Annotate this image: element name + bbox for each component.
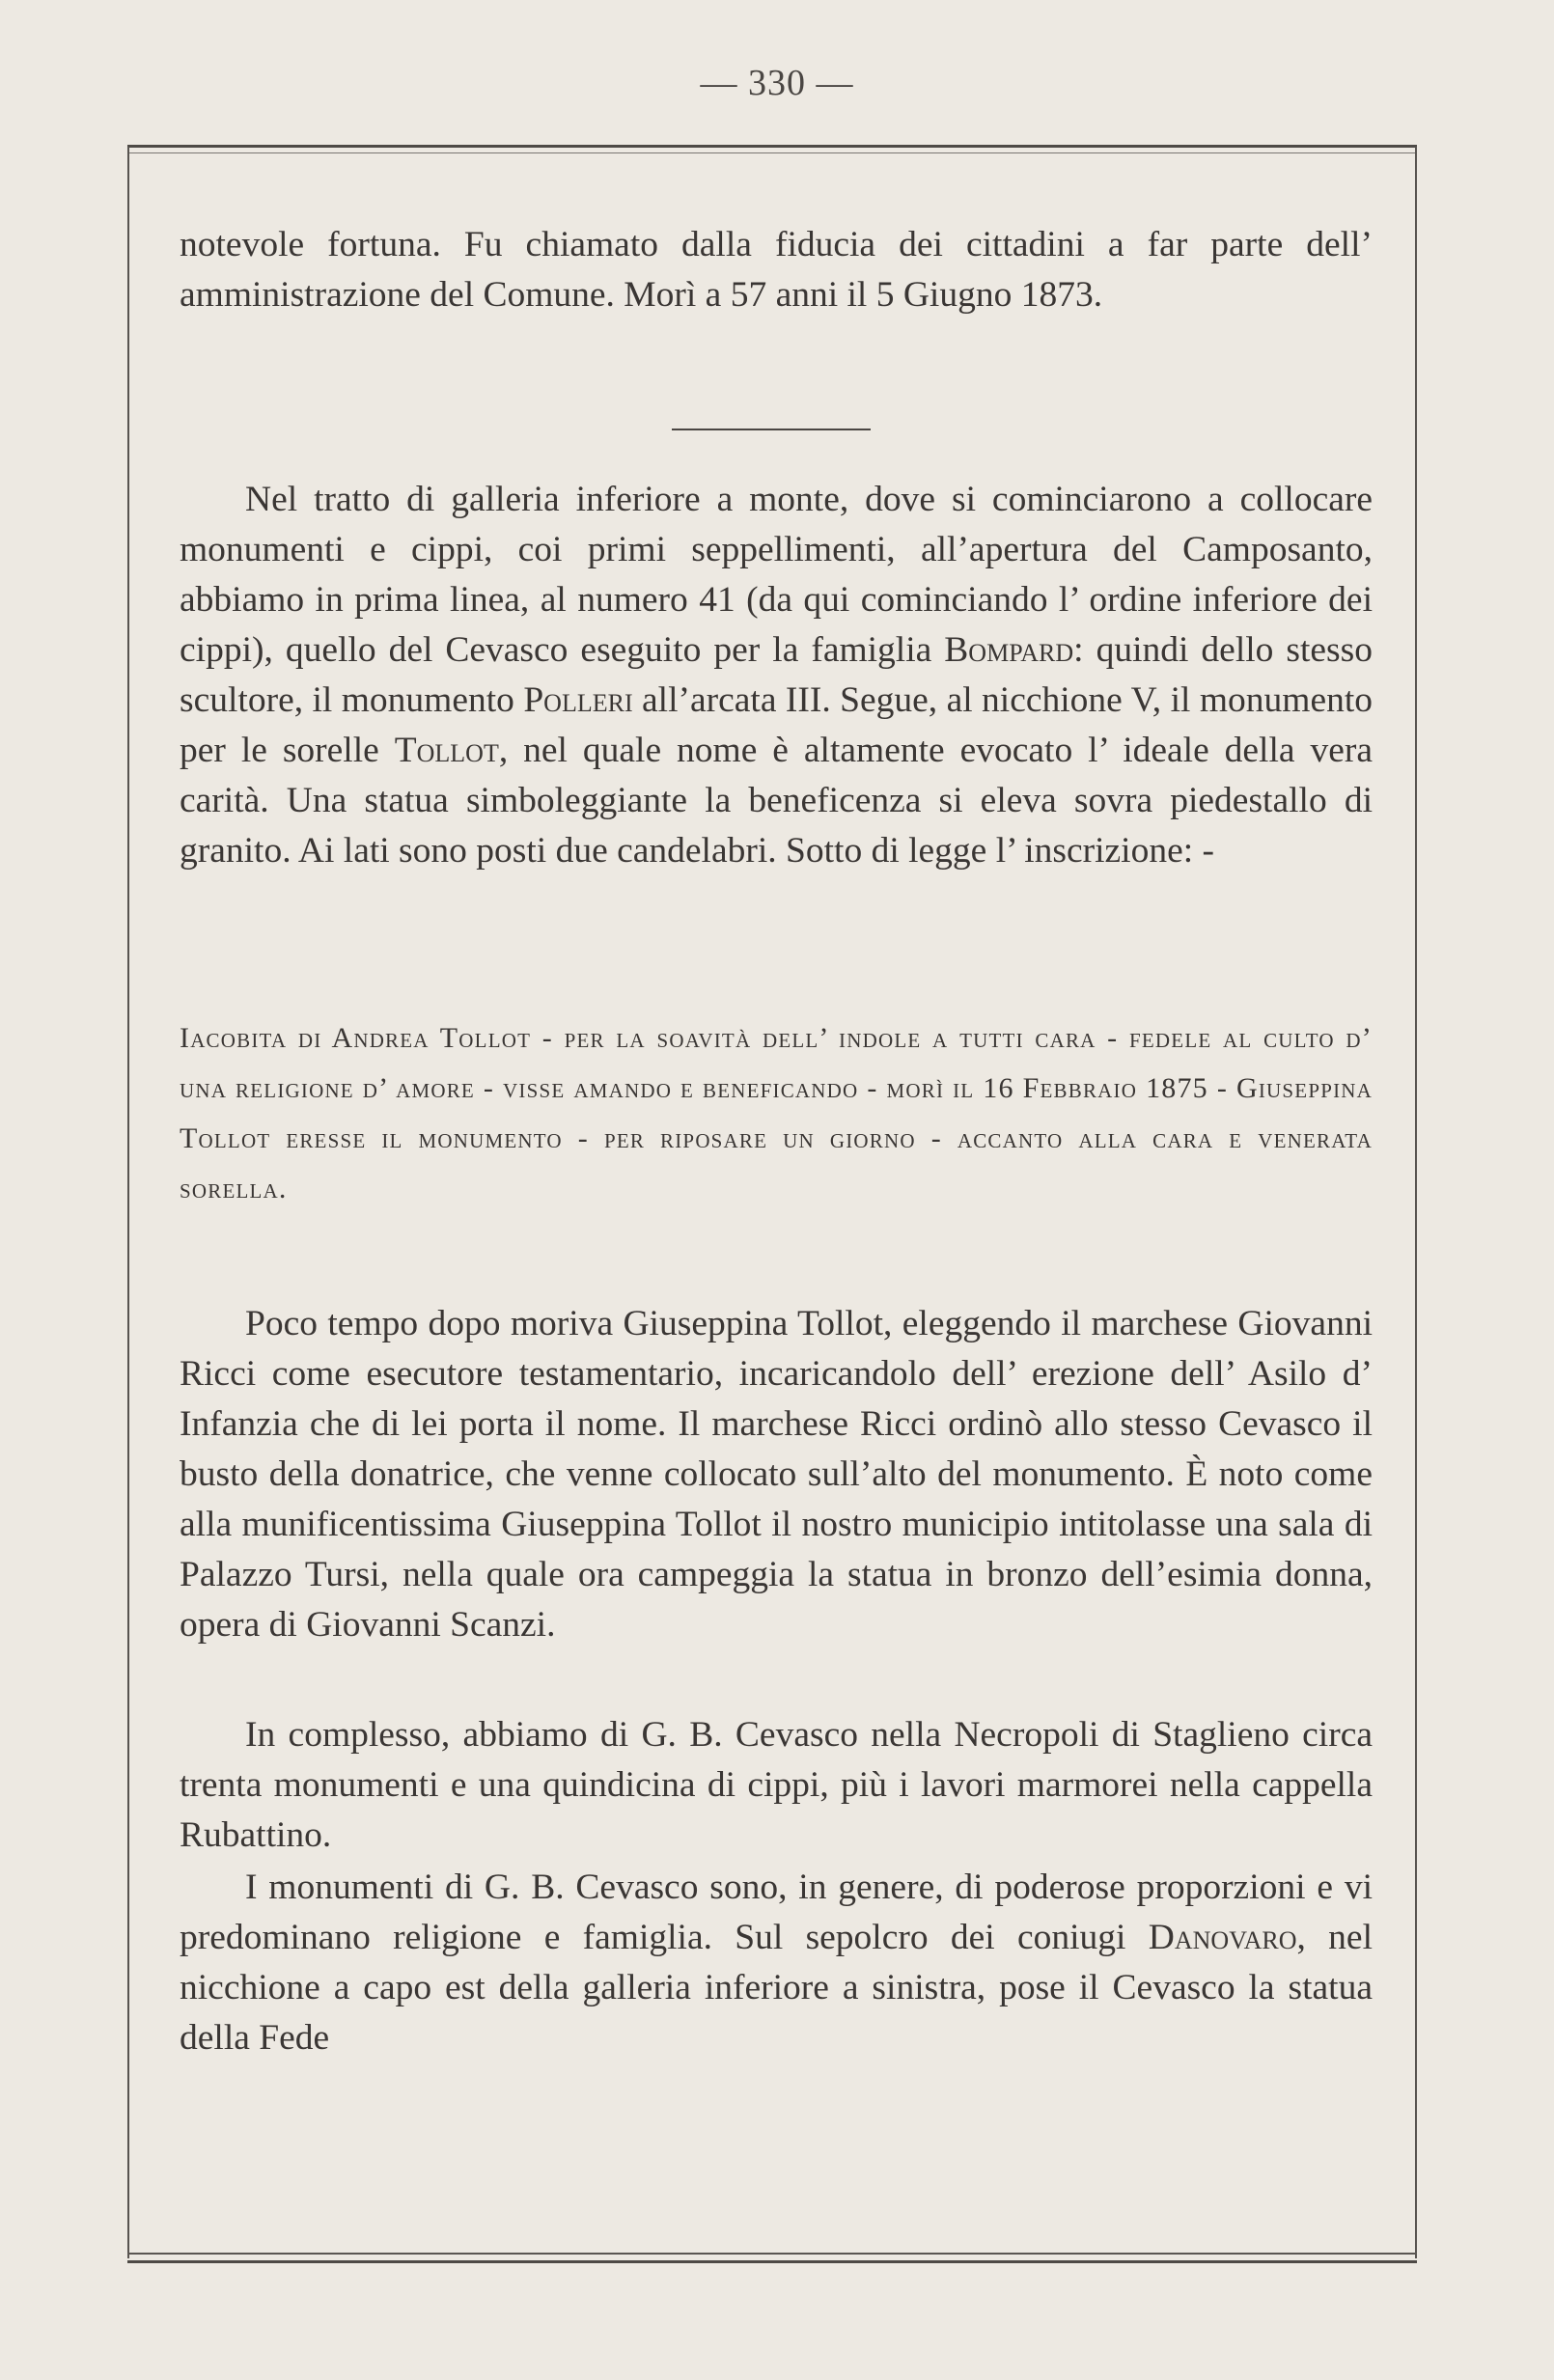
family-name-tollot: Tollot [394, 731, 499, 770]
paragraph-continuation: notevole fortuna. Fu chiamato dalla fiducia dei cittadini a far parte dell’ amministrazione del Comune. Morì a 57 anni il 5 Giugno 1873. [180, 225, 1373, 315]
paragraph-text: , nel nicchione a capo est della galleria inferiore a sinistra, pose il Cevasco la statua della Fede [180, 1918, 1373, 2058]
paragraph-text: : quindi dello stesso scultore, il monumento [180, 630, 1373, 720]
inscription-text: Iacobita di Andrea Tollot - per la soavità dell’ indole a tutti cara - fedele al culto d’ una religione d’ amore - visse amando e beneficando - morì il 16 Febbraio 1875 - Giuseppina Tollot eresse il monumento - per riposare un giorno - accanto alla cara e venerata sorella. [180, 1022, 1373, 1204]
paragraph-text: all’arcata III. Segue, al nicchione V, il monumento per le sorelle [180, 680, 1374, 770]
paragraph-cevasco-monuments [180, 1863, 1373, 2063]
paragraph-text: , nel quale nome è altamente evocato l’ ideale della vera carità. Una statua simboleggiante la beneficenza si eleva sovra piedestallo di granito. Ai lati sono posti due candelabri. Sotto di legge l’ inscrizione: - [180, 731, 1373, 871]
frame-bottom-rule [127, 2260, 1417, 2263]
paragraph-text: Nel tratto di galleria inferiore a monte, dove si cominciarono a collocare monumenti e cippi, coi primi seppellimenti, all’apertura del Camposanto, abbiamo in prima linea, al numero 41 (da qui cominciando l’ ordine inferiore dei cippi), quello del Cevasco eseguito per la famiglia [180, 480, 1373, 670]
page-number: — 330 — [700, 63, 854, 103]
paragraph-tollot-monument [180, 475, 1373, 876]
paragraph-giuseppina-tollot: Poco tempo dopo moriva Giuseppina Tollot, eleggendo il marchese Giovanni Ricci come esecutore testamentario, incaricandolo dell’ erezione dell’ Asilo d’ Infanzia che di lei porta il nome. Il marchese Ricci ordinò allo stesso Cevasco il busto della donatrice, che venne collocato sull’alto del monumento. È noto come alla munificentissima Giuseppina Tollot il nostro municipio intitolasse una sala di Palazzo Tursi, nella quale ora campeggia la statua in bronzo dell’esimia donna, opera di Giovanni Scanzi. [180, 1304, 1373, 1645]
section-divider [672, 429, 871, 430]
paragraph-summary: In complesso, abbiamo di G. B. Cevasco nella Necropoli di Staglieno circa trenta monumenti e una quindicina di cippi, più i lavori marmorei nella cappella Rubattino. [180, 1715, 1373, 1855]
family-name-bompard: Bompard [944, 630, 1074, 670]
family-name-polleri: Polleri [523, 680, 633, 720]
frame-bottom-rule-inner [127, 2253, 1417, 2255]
paragraph-text: I monumenti di G. B. Cevasco sono, in genere, di poderose proporzioni e vi predominano religione e famiglia. Sul sepolcro dei coniugi [180, 1868, 1373, 1957]
family-name-danovaro: Danovaro [1148, 1918, 1297, 1957]
